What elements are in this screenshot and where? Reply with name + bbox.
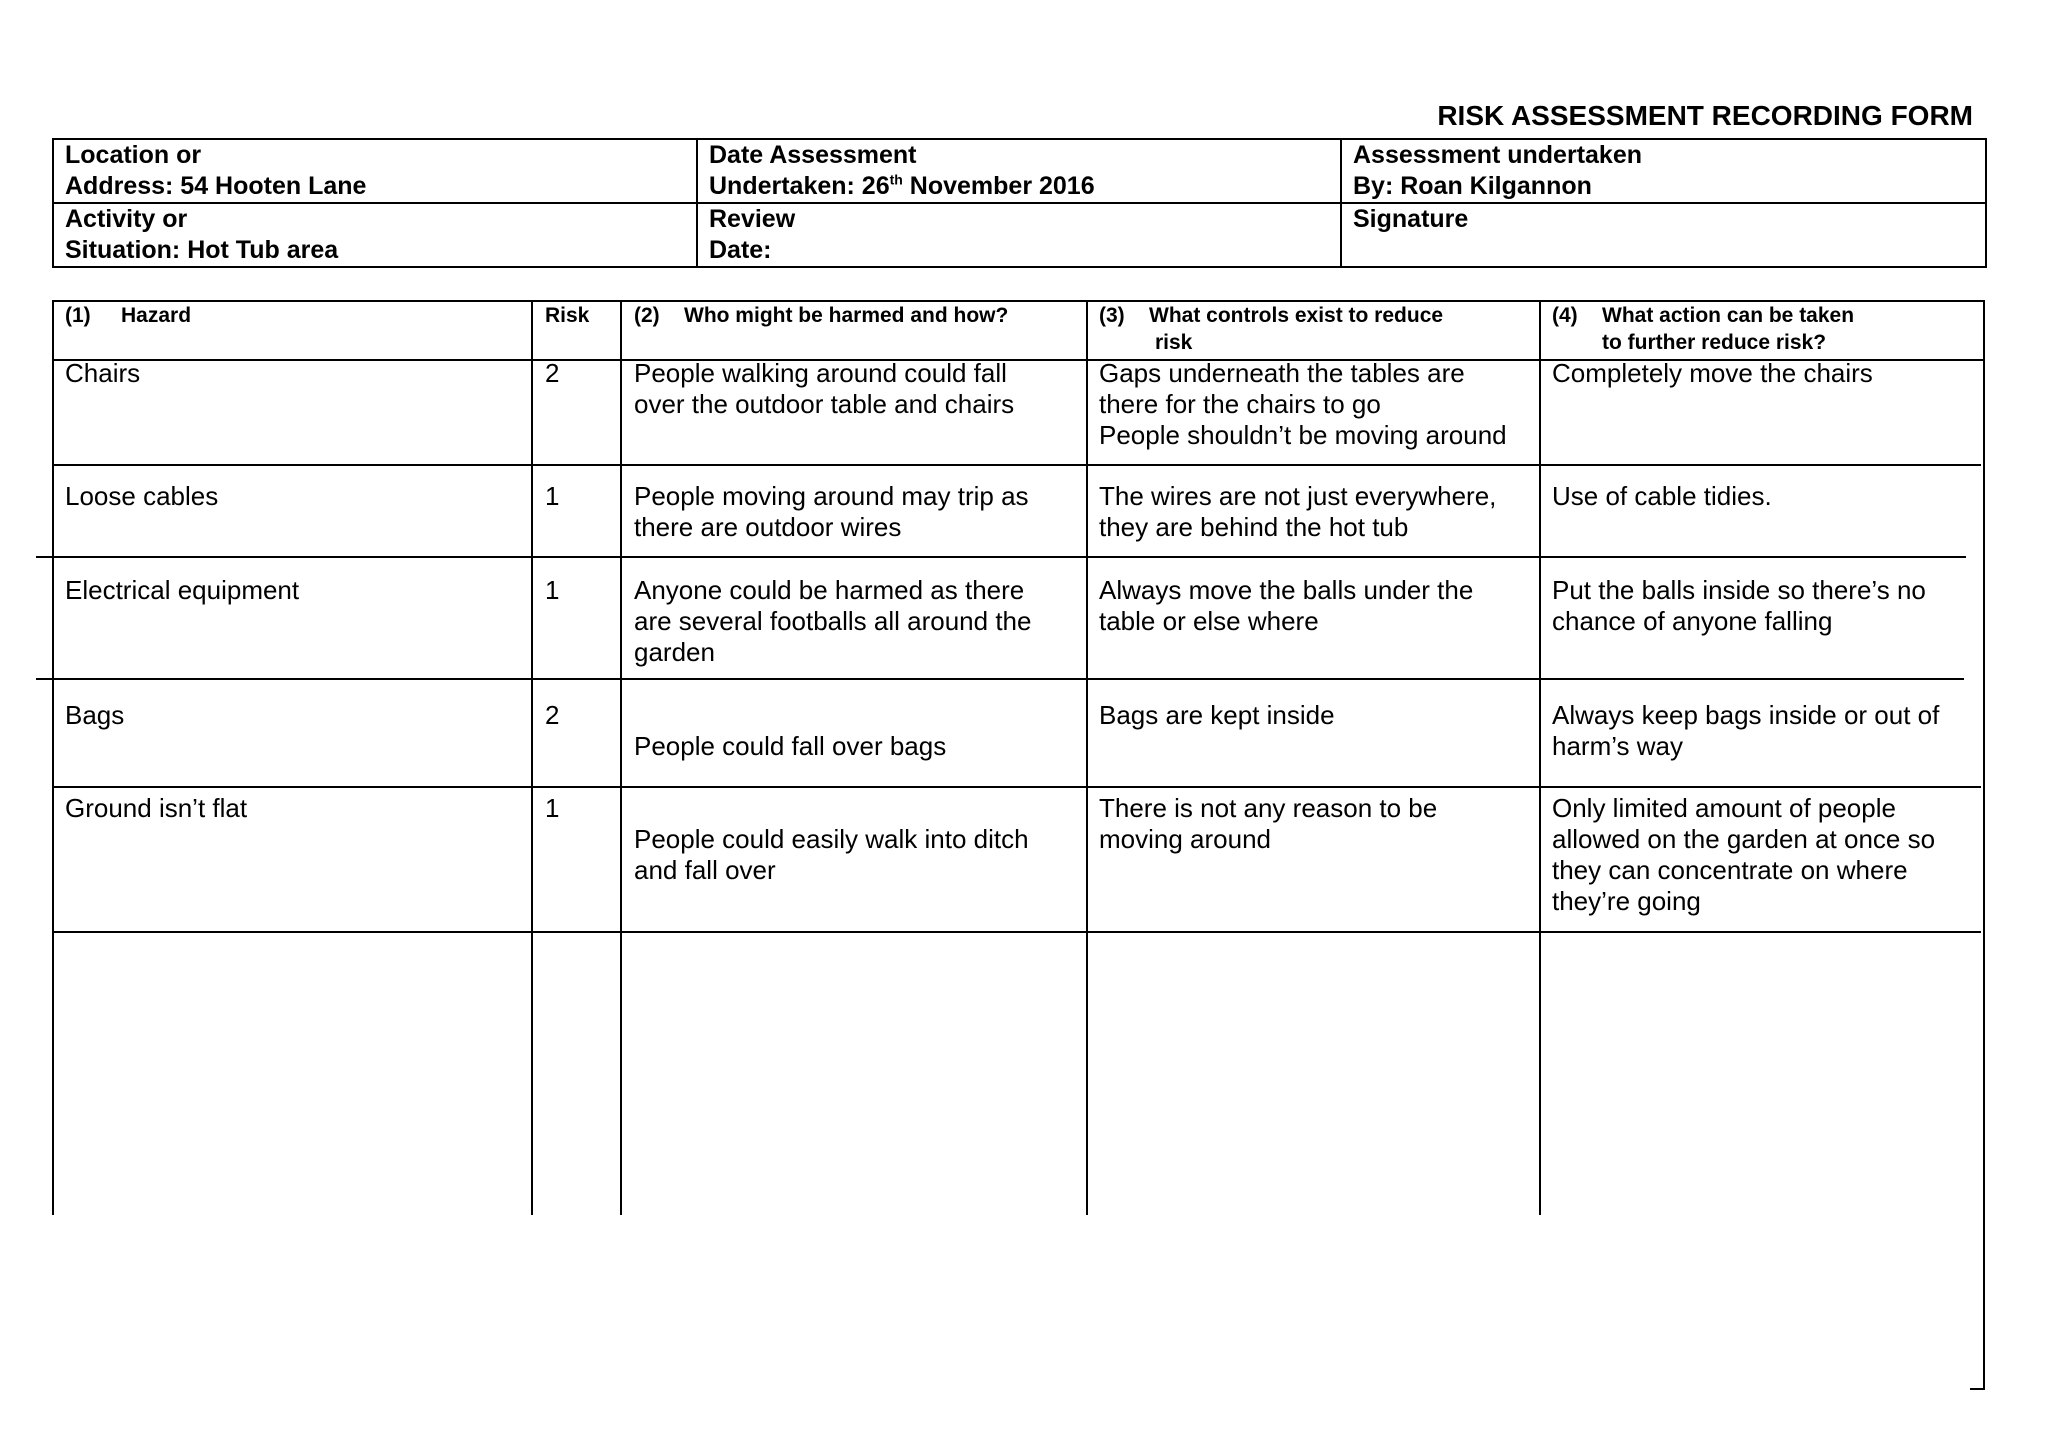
controls-cell (1099, 358, 1507, 451)
action-cell (1552, 481, 1772, 512)
controls-cell-line: Always move the balls under the (1099, 575, 1474, 605)
controls-cell-line: The wires are not just everywhere, (1099, 481, 1497, 511)
hazard-cell (65, 793, 247, 824)
header-action-line1: What action can be taken (1602, 304, 1855, 327)
assessor-value: By: Roan Kilgannon (1353, 172, 1592, 200)
action-cell-line: chance of anyone falling (1552, 606, 1833, 636)
risk-cell-line: 1 (545, 575, 560, 605)
harmed-cell (634, 481, 1029, 543)
review-label: Review (709, 205, 796, 233)
harmed-cell-line: People could fall over bags (634, 731, 947, 761)
controls-cell-line: table or else where (1099, 606, 1319, 636)
risk-cell-line: 2 (545, 700, 560, 730)
header-controls-line2: risk (1155, 331, 1193, 354)
controls-cell (1099, 575, 1473, 637)
header-controls-line1: What controls exist to reduce (1149, 304, 1444, 327)
header-controls (1099, 302, 1443, 356)
action-cell-line: they’re going (1552, 886, 1701, 916)
header-action-line2: to further reduce risk? (1602, 331, 1827, 354)
harmed-cell-line: garden (634, 637, 715, 667)
table-border-right (1983, 300, 1985, 1390)
controls-cell (1099, 793, 1437, 855)
row-divider-5 (52, 931, 1981, 933)
action-cell-line: allowed on the garden at once so (1552, 824, 1936, 854)
controls-cell-line: Gaps underneath the tables are (1099, 358, 1465, 388)
review-cell (697, 203, 1341, 267)
column-divider-controls (1086, 300, 1088, 1215)
location-cell (53, 139, 697, 203)
risk-cell (545, 358, 559, 389)
hazard-cell (65, 481, 218, 512)
form-title: RISK ASSESSMENT RECORDING FORM (1437, 100, 1973, 131)
controls-cell-line: moving around (1099, 824, 1271, 854)
activity-cell (53, 203, 697, 267)
header-table (52, 138, 1987, 268)
harmed-cell-line: over the outdoor table and chairs (634, 389, 1015, 419)
hazard-cell-line: Chairs (65, 358, 141, 388)
action-cell-line: Always keep bags inside or out of (1552, 700, 1940, 730)
harmed-cell-line: are several footballs all around the (634, 606, 1032, 636)
action-cell-line: Completely move the chairs (1552, 358, 1873, 388)
row-divider-2 (36, 556, 1966, 558)
date-value-prefix: Undertaken: 26 (709, 172, 890, 200)
action-cell (1552, 575, 1926, 637)
controls-cell (1099, 481, 1496, 543)
hazard-cell (65, 575, 299, 606)
harmed-cell-line (634, 793, 1029, 824)
risk-cell (545, 481, 559, 512)
hazard-cell-line: Ground isn’t flat (65, 793, 248, 823)
controls-cell-line: People shouldn’t be moving around (1099, 420, 1507, 450)
controls-cell-line: There is not any reason to be (1099, 793, 1438, 823)
hazard-cell-line: Electrical equipment (65, 575, 300, 605)
signature-label: Signature (1353, 205, 1469, 233)
signature-cell (1341, 203, 1986, 267)
header-hazard-label: Hazard (121, 304, 192, 327)
header-harmed (634, 302, 1008, 329)
date-label: Date Assessment (709, 141, 917, 169)
assessor-label: Assessment undertaken (1353, 141, 1643, 169)
action-cell-line: they can concentrate on where (1552, 855, 1908, 885)
harmed-cell (634, 358, 1014, 420)
action-cell (1552, 358, 1873, 389)
harmed-cell-line: People walking around could fall (634, 358, 1007, 388)
harmed-cell-line: Anyone could be harmed as there (634, 575, 1025, 605)
hazard-cell (65, 700, 124, 731)
header-controls-number: (3) (1099, 304, 1125, 327)
controls-cell-line: Bags are kept inside (1099, 700, 1335, 730)
action-cell (1552, 700, 1939, 762)
hazard-cell-line: Bags (65, 700, 125, 730)
row-divider-1 (52, 464, 1981, 466)
column-divider-harmed (620, 300, 622, 1215)
harmed-cell-line (634, 700, 946, 731)
action-cell (1552, 793, 1935, 917)
column-divider-action (1539, 300, 1541, 1215)
controls-cell-line: there for the chairs to go (1099, 389, 1381, 419)
risk-cell-line: 1 (545, 481, 560, 511)
header-action-number: (4) (1552, 304, 1578, 327)
controls-cell-line: they are behind the hot tub (1099, 512, 1409, 542)
harmed-cell-line: People moving around may trip as (634, 481, 1029, 511)
harmed-cell-line: there are outdoor wires (634, 512, 902, 542)
controls-cell (1099, 700, 1335, 731)
header-action (1552, 302, 1854, 356)
harmed-cell-line: People could easily walk into ditch (634, 824, 1029, 854)
row-divider-3 (36, 678, 1964, 680)
risk-cell (545, 793, 559, 824)
table-corner-tick (1970, 1388, 1985, 1390)
signature-value (1353, 235, 1985, 266)
risk-cell (545, 700, 559, 731)
column-divider-risk (531, 300, 533, 1215)
activity-label: Activity or (65, 205, 188, 233)
assessor-cell (1341, 139, 1986, 203)
harmed-cell (634, 793, 1029, 886)
header-hazard (65, 302, 191, 329)
date-value-ordinal: th (889, 171, 903, 188)
hazard-cell-line: Loose cables (65, 481, 219, 511)
hazard-cell (65, 358, 140, 389)
action-cell-line: Only limited amount of people (1552, 793, 1896, 823)
table-border-left (52, 300, 54, 1215)
review-value: Date: (709, 236, 772, 264)
action-cell-line: Put the balls inside so there’s no (1552, 575, 1926, 605)
header-harmed-label: Who might be harmed and how? (684, 304, 1009, 327)
location-value: Address: 54 Hooten Lane (65, 172, 367, 200)
date-value (709, 171, 1340, 202)
date-cell (697, 139, 1341, 203)
action-cell-line: Use of cable tidies. (1552, 481, 1772, 511)
risk-cell (545, 575, 559, 606)
activity-value: Situation: Hot Tub area (65, 236, 339, 264)
header-hazard-number: (1) (65, 304, 91, 327)
location-label: Location or (65, 141, 202, 169)
row-divider-4 (52, 786, 1981, 788)
harmed-cell-line: and fall over (634, 855, 776, 885)
harmed-cell (634, 700, 946, 762)
date-value-suffix: November 2016 (902, 172, 1095, 200)
header-harmed-number: (2) (634, 304, 660, 327)
risk-cell-line: 1 (545, 793, 560, 823)
harmed-cell (634, 575, 1031, 668)
risk-cell-line: 2 (545, 358, 560, 388)
header-risk: Risk (545, 304, 590, 327)
action-cell-line: harm’s way (1552, 731, 1684, 761)
